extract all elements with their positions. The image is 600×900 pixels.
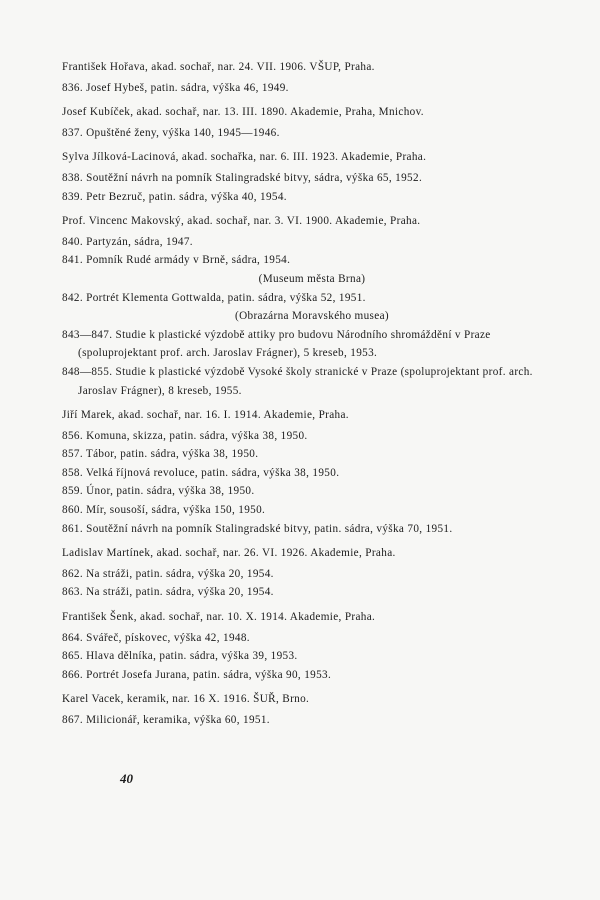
artist-section xyxy=(62,103,562,142)
catalog-entry: 863. Na stráži, patin. sádra, výška 20, 1954. xyxy=(62,586,274,599)
catalog-entry: 861. Soutěžní návrh na pomník Stalingradské bitvy, patin. sádra, výška 70, 1951. xyxy=(62,522,453,535)
catalog-entry: 858. Velká říjnová revoluce, patin. sádra, výška 38, 1950. xyxy=(62,466,340,479)
artist-heading: Sylva Jílková-Lacinová, akad. sochařka, nar. 6. III. 1923. Akademie, Praha. xyxy=(62,151,427,164)
catalog-entry: 867. Milicionář, keramika, výška 60, 1951. xyxy=(62,714,270,726)
artist-section xyxy=(62,406,562,538)
catalog-entry: 862. Na stráži, patin. sádra, výška 20, 1954. xyxy=(62,567,274,580)
catalog-entry: 841. Pomník Rudé armády v Brně, sádra, 1954. xyxy=(62,254,291,267)
collection-note: (Museum města Brna) xyxy=(258,272,366,285)
catalog-entry: 857. Tábor, patin. sádra, výška 38, 1950. xyxy=(62,448,259,461)
artist-heading: Josef Kubíček, akad. sochař, nar. 13. III. 1890. Akademie, Praha, Mnichov. xyxy=(62,106,424,119)
catalog-entry: 859. Únor, patin. sádra, výška 38, 1950. xyxy=(62,485,255,498)
artist-section xyxy=(62,212,562,400)
catalog-entry: 840. Partyzán, sádra, 1947. xyxy=(62,235,193,248)
artist-heading: Jiří Marek, akad. sochař, nar. 16. I. 1914. Akademie, Praha. xyxy=(62,409,349,422)
page-number: 40 xyxy=(120,771,133,786)
artist-heading: František Hořava, akad. sochař, nar. 24. VII. 1906. VŠUP, Praha. xyxy=(62,61,375,73)
catalog-entry: 848—855. Studie k plastické výzdobě Vysoké školy stranické v Praze (spoluprojektant prof. arch. Jaroslav Frágner), 8 kreseb, 1955. xyxy=(62,365,533,397)
artist-heading: František Šenk, akad. sochař, nar. 10. X. 1914. Akademie, Praha. xyxy=(62,611,376,624)
catalog-entry: 856. Komuna, skizza, patin. sádra, výška 38, 1950. xyxy=(62,429,308,442)
catalog-entry: 866. Portrét Josefa Jurana, patin. sádra, výška 90, 1953. xyxy=(62,668,332,681)
catalog-entry: 838. Soutěžní návrh na pomník Stalingradské bitvy, sádra, výška 65, 1952. xyxy=(62,171,423,184)
artist-section xyxy=(62,690,562,729)
catalog-entry: 837. Opuštěné ženy, výška 140, 1945—1946. xyxy=(62,126,280,139)
artist-section xyxy=(62,58,562,97)
collection-note: (Obrazárna Moravského musea) xyxy=(235,310,389,323)
catalog-entry: 860. Mír, sousoší, sádra, výška 150, 1950. xyxy=(62,504,266,517)
catalog-entry: 839. Petr Bezruč, patin. sádra, výška 40, 1954. xyxy=(62,190,287,203)
artist-heading: Ladislav Martínek, akad. sochař, nar. 26. VI. 1926. Akademie, Praha. xyxy=(62,547,396,560)
artist-heading: Prof. Vincenc Makovský, akad. sochař, nar. 3. VI. 1900. Akademie, Praha. xyxy=(62,215,421,228)
catalog-entry: 842. Portrét Klementa Gottwalda, patin. sádra, výška 52, 1951. xyxy=(62,291,366,304)
artist-section xyxy=(62,608,562,684)
catalog-entry: 836. Josef Hybeš, patin. sádra, výška 46, 1949. xyxy=(62,81,289,94)
artist-section xyxy=(62,544,562,602)
catalog-entry: 843—847. Studie k plastické výzdobě attiky pro budovu Národního shromáždění v Praze (spoluprojektant prof. arch. Jaroslav Frágner), 5 kreseb, 1953. xyxy=(62,328,491,360)
catalog-entry: 864. Svářeč, pískovec, výška 42, 1948. xyxy=(62,631,250,644)
artist-heading: Karel Vacek, keramik, nar. 16 X. 1916. ŠUŘ, Brno. xyxy=(62,693,310,706)
catalog-list xyxy=(62,58,562,736)
artist-section xyxy=(62,148,562,206)
catalog-entry: 865. Hlava dělníka, patin. sádra, výška 39, 1953. xyxy=(62,650,298,663)
